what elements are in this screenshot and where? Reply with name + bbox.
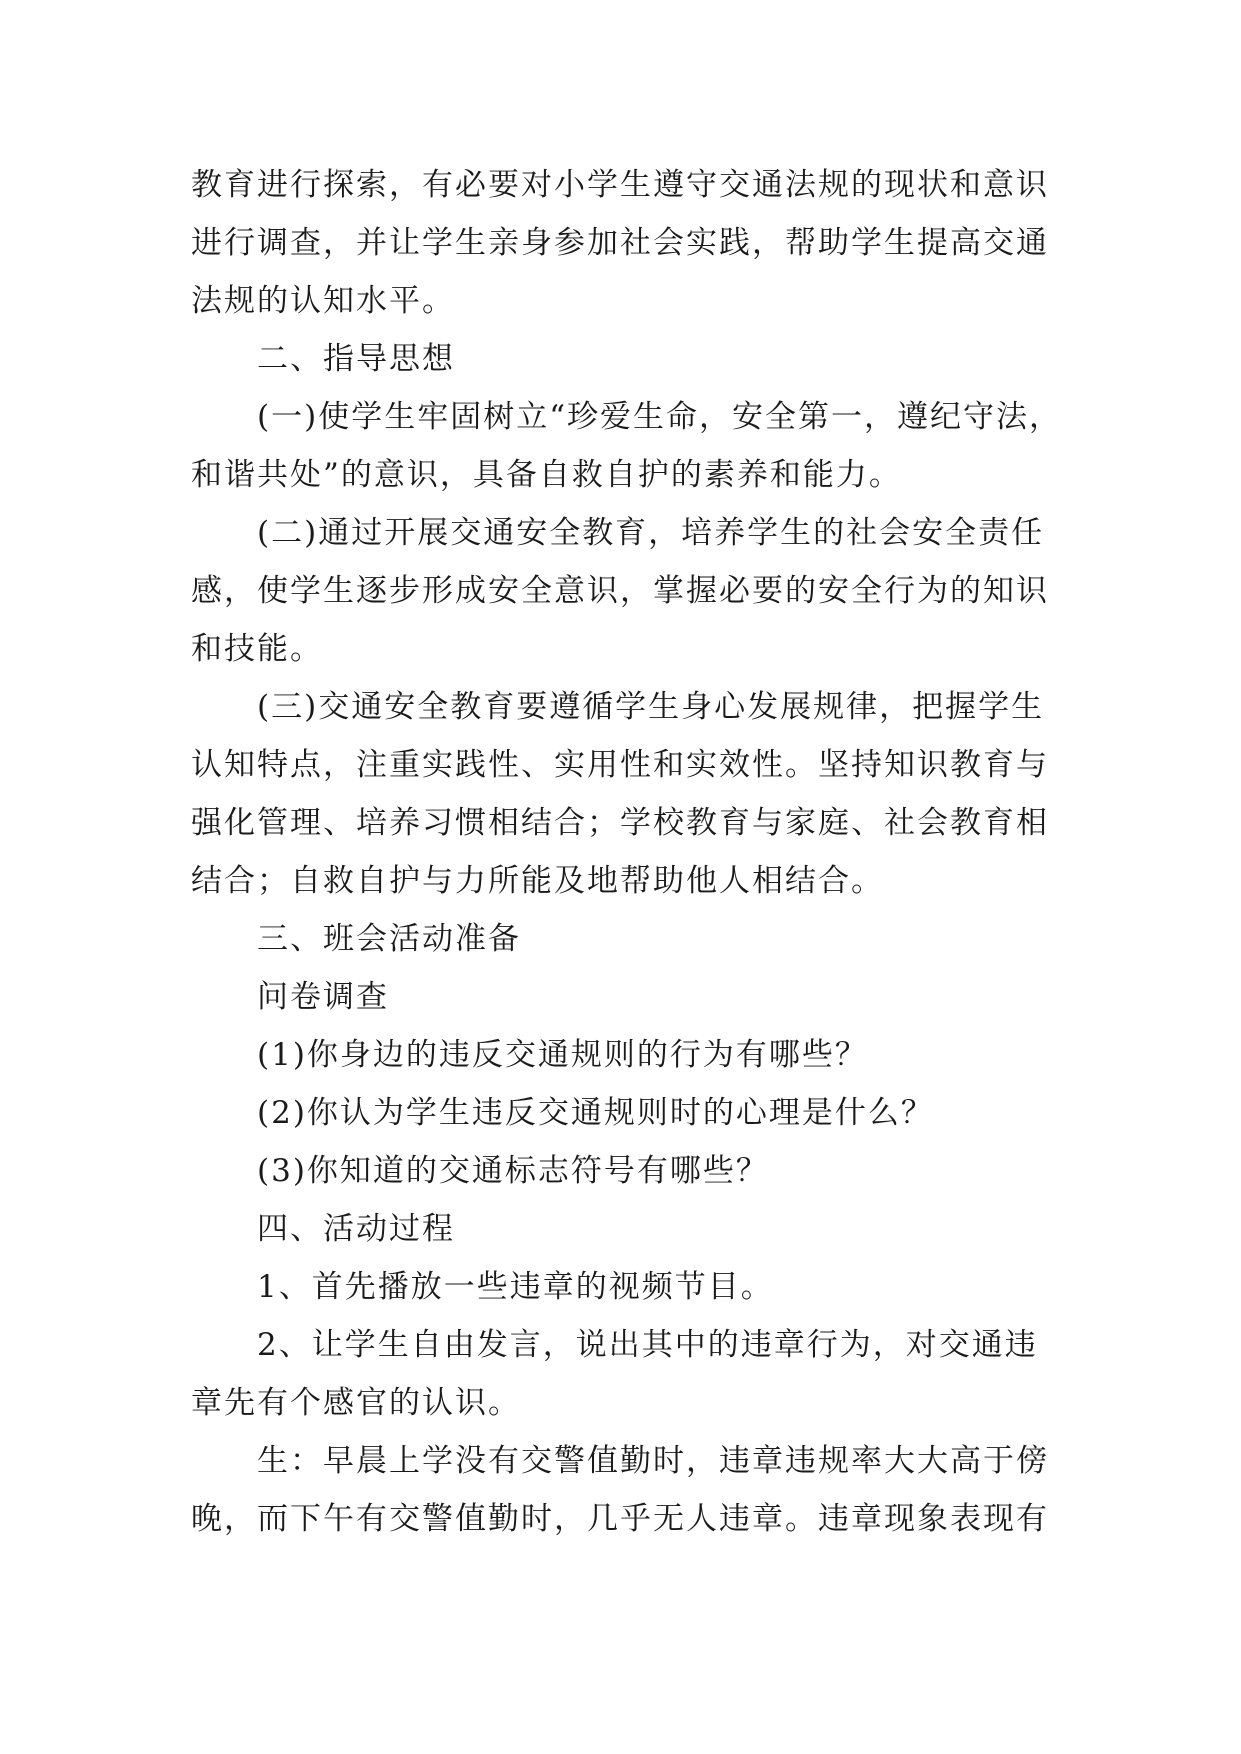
section-heading: 四、活动过程 <box>257 1211 455 1247</box>
paragraph-line: 章先有个感官的认识。 <box>191 1385 521 1421</box>
question-item: (2)你认为学生违反交通规则时的心理是什么？ <box>257 1095 934 1131</box>
subheading: 问卷调查 <box>257 979 389 1015</box>
paragraph-line: 认知特点，注重实践性、实用性和实效性。坚持知识教育与 <box>191 747 1049 783</box>
paragraph-line: (二)通过开展交通安全教育，培养学生的社会安全责任 <box>257 515 1045 551</box>
paragraph-line: 进行调查，并让学生亲身参加社会实践，帮助学生提高交通 <box>191 225 1049 261</box>
paragraph-line: 晚，而下午有交警值勤时，几乎无人违章。违章现象表现有 <box>191 1501 1049 1537</box>
section-heading: 三、班会活动准备 <box>257 921 521 957</box>
paragraph-line: 和技能。 <box>191 631 323 667</box>
question-item: (1)你身边的违反交通规则的行为有哪些？ <box>257 1037 868 1073</box>
paragraph-line: 生：早晨上学没有交警值勤时，违章违规率大大高于傍 <box>257 1443 1049 1479</box>
section-heading: 二、指导思想 <box>257 341 455 377</box>
question-item: (3)你知道的交通标志符号有哪些？ <box>257 1153 769 1189</box>
paragraph-line: 2、让学生自由发言，说出其中的违章行为，对交通违 <box>257 1327 1038 1363</box>
paragraph-line: 强化管理、培养习惯相结合；学校教育与家庭、社会教育相 <box>191 805 1049 841</box>
paragraph-line: 法规的认知水平。 <box>191 283 455 319</box>
paragraph-line: 感，使学生逐步形成安全意识，掌握必要的安全行为的知识 <box>191 573 1049 609</box>
paragraph-line: 教育进行探索，有必要对小学生遵守交通法规的现状和意识 <box>191 167 1049 203</box>
paragraph-line: (三)交通安全教育要遵循学生身心发展规律，把握学生 <box>257 689 1045 725</box>
paragraph-line: 和谐共处”的意识，具备自救自护的素养和能力。 <box>191 457 902 493</box>
paragraph-line: 1、首先播放一些违章的视频节目。 <box>257 1269 774 1305</box>
document-body <box>191 156 1063 1548</box>
paragraph-line: 结合；自救自护与力所能及地帮助他人相结合。 <box>191 863 884 899</box>
paragraph-line: (一)使学生牢固树立“珍爱生命，安全第一，遵纪守法， <box>257 399 1063 435</box>
